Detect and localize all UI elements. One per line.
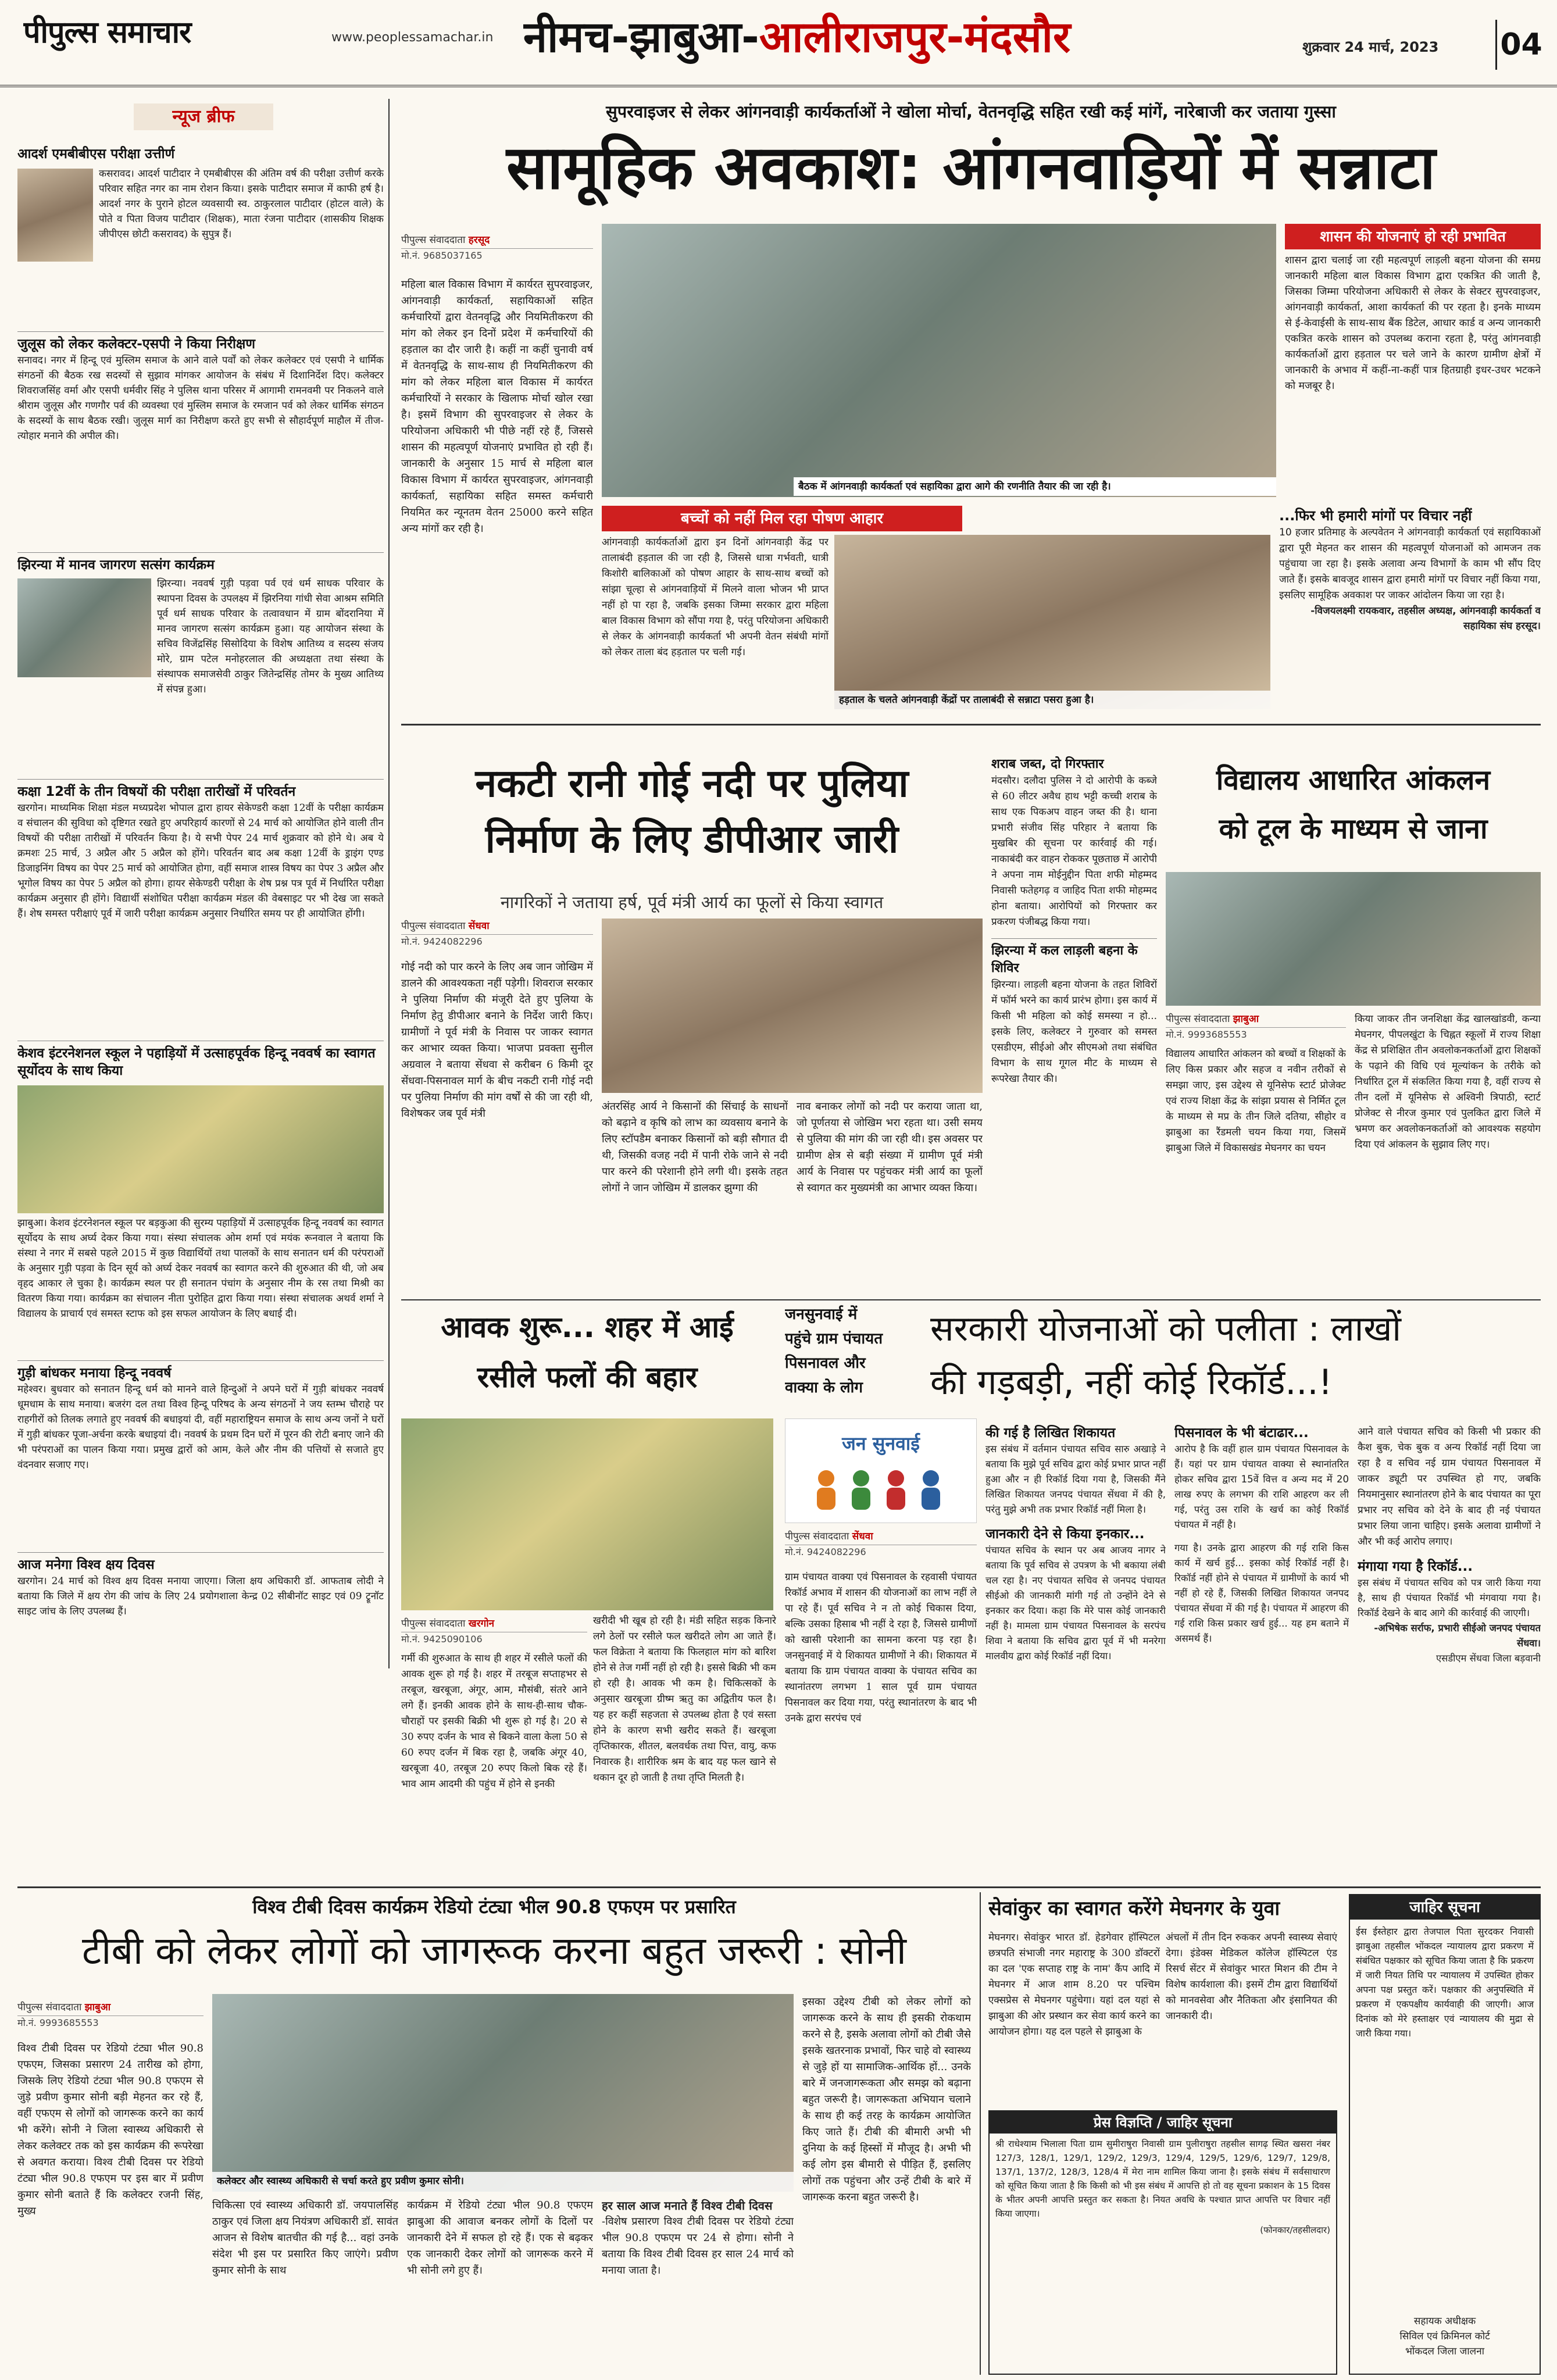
brief-title: झिरन्या में मानव जागरण सत्संग कार्यक्रम — [17, 558, 215, 573]
jansunwai-sub-col2 — [985, 1424, 1166, 1881]
public-notice-header: जाहिर सूचना — [1350, 1895, 1540, 1920]
tb-body-col5: इसका उद्देश्य टीबी को लेकर लोगों को जागरूक करने के साथ ही इसकी रोकथाम करने से है, इसके अलावा लोगों को टीबी जैसे इसके खतरनाक प्रभावों, फिर चाहे वो स्वास्थ्य से जुड़े हों या सामाजिक-आर्थिक हों... उनके बारे में जनजागरूकता और समझ को बढ़ाना बहुत जरूरी है। जागरूकता अभियान चलाने के साथ ही कई तरह के कार्यक्रम आयोजित किए जाते हैं। टीबी की बीमारी अभी भी दुनिया के कई हिस्सों में मौजूद है। अभी भी कई लोग इस बीमारी से पीड़ित हैं, इसलिए लोगों तक पहुंचना और उन्हें टीबी के बारे में जागरूक करना बहुत जरूरी है। — [802, 1996, 971, 2203]
fruit-headline — [401, 1302, 773, 1418]
brief-text: सनावद। नगर में हिन्दू एवं मुस्लिम समाज के आने वाले पर्वों को लेकर कलेक्टर एवं एसपी ने धार्मिक संगठनों की बैठक रख सदस्यों से सुझाव मांगकर आयोजन के संबंध में दिशानिर्देश दिए। कलेक्टर शिवराजसिंह वर्मा और एसपी धर्मवीर सिंह ने पुलिस थाना परिसर में आगामी रामनवमी पर निकलने वाले श्रीराम जुलूस और गणगौर पर्व की व्यवस्था एवं मुस्लिम समाज के रमजान पर्व को लेकर धार्मिक संगठन के सदस्यों के साथ बैठक रखी। जुलूस मार्ग का निरीक्षण करते हुए सभी से सौहार्दपूर्ण माहौल में तीज-त्योहार मनाने की अपील की। — [17, 355, 384, 442]
brief-text: झिरन्या। नववर्ष गुड़ी पड़वा पर्व एवं धर्म साधक परिवार के स्थापना दिवस के उपलक्ष्य में झिरनिया गांधी सेवा आश्रम समिति पूर्व धर्म साधक परिवार के तत्वावधान में ग्राम बोंदरानिया में मानव जागरण सत्संग कार्यक्रम हुआ। यह आयोजन संस्था के सचिव विजेंद्रसिंह सिसोदिया के विशेष आतिथ्य व सदस्य संजय मोरे, ग्राम पटेल मनोहरलाल की अध्यक्षता तथा संस्था के संस्थापक समाजसेवी ठाकुर जितेन्द्रसिंह तोमर के मुख्य आतिथ्य में संपन्न हुआ। — [157, 578, 384, 695]
signature-line: सहायक अधीक्षक — [1413, 2315, 1476, 2327]
bridge-photo — [602, 919, 983, 1093]
byline-mobile: मो.नं. 9685037165 — [401, 250, 483, 261]
byline-place: हरसूद — [468, 234, 490, 246]
public-notice-box — [1349, 1894, 1541, 2375]
fruit-photo — [401, 1418, 773, 1610]
legal-notice-header: प्रेस विज्ञप्ति / जाहिर सूचना — [990, 2111, 1336, 2134]
fruit-body-col2: खरीदी भी खूब हो रही है। मंडी सहित सड़क किनारे लगे ठेलों पर रसीले फल खरीदते लोग आ जाते हैं। फल विक्रेता ने बताया कि फिलहाल मांग को बारिश होने से तेज गर्मी नहीं हो रही है। इससे बिक्री भी कम हो रही है। आवक भी कम है। चिकित्सकों के अनुसार खरबूजा ग्रीष्म ऋतु का अद्वितीय फल है। यह हर कहीं सहजता से उपलब्ध होता है एवं सस्ता होने के कारण सभी खरीद सकते हैं। खरबूजा तृप्तिकारक, शीतल, बलवर्धक तथा पित्त, वायु, कफ निवारक है। शारीरिक श्रम के बाद यह फल खाने से थकान दूर हो जाती है तथा तृप्ति मिलती है। — [593, 1615, 776, 1784]
tb-body-col2: चिकित्सा एवं स्वास्थ्य अधिकारी डॉ. जयपालसिंह ठाकुर एवं जिला क्षय नियंत्रण अधिकारी डॉ. सावंत आजन से विशेष बातचीत की गई है... वहां उनके संदेश भी इस पर प्रसारित किए जाएंगे। प्रवीण कुमार सोनी के साथ — [212, 2199, 398, 2277]
nutrition-photo-caption: हड़ताल के चलते आंगनवाड़ी केंद्रों पर तालाबंदी से सन्नाटा पसरा हुआ है। — [834, 691, 1270, 709]
legal-notice-text: श्री राधेश्याम भिलाला पिता ग्राम सुमीराषुरा निवासी ग्राम पुलीराषुरा तहसील सागढ़ स्थित खसरा नंबर 127/3, 128/1, 129/1, 129/2, 129/3, 129/4, 129/5, 129/6, 129/7, 129/8, 137/1, 137/2, 128/3, 128/4 में मेरा नाम शामिल किया जाना है। इसके संबंध में सर्वसाधारण को सूचित किया जाता है कि किसी को भी इस संबंध में आपत्ति हो तो वह सूचना प्रकाशन के 15 दिवस के भीतर अपनी आपत्ति प्रस्तुत कर सकता है। नियत अवधि के पश्चात प्राप्त आपत्ति पर विचार नहीं किया जाएगा। — [995, 2139, 1330, 2219]
issue-date: शुक्रवार 24 मार्च, 2023 — [1302, 39, 1439, 55]
news-brief-label: न्यूज ब्रीफ — [134, 103, 273, 130]
quote-text: 10 हजार प्रतिमाह के अल्पवेतन ने आंगनवाड़ी कार्यकर्ता एवं सहायिकाओं द्वारा पूरी मेहनत कर शासन की महत्वपूर्ण योजनाओं को आमजन तक पहुंचाया जा रहा है। इसके अलावा अन्य विभागों के काम भी सौंप दिए जाते हैं। इसके बावजूद शासन द्वारा हमारी मांगों पर विचार नहीं किया गया, इसलिए सामूहिक अवकाश पर जाकर आंदोलन किया जा रहा है। — [1279, 527, 1541, 601]
school-byline — [1166, 1012, 1346, 1046]
fruit-byline — [401, 1616, 587, 1651]
bridge-subhead: नागरिकों ने जताया हर्ष, पूर्व मंत्री आर्य का फूलों से किया स्वागत — [500, 892, 884, 912]
tb-photo — [212, 1994, 794, 2192]
nutrition-box — [602, 506, 1270, 709]
jansunwai-headline-line2: की गड़बड़ी, नहीं कोई रिकॉर्ड...! — [930, 1362, 1333, 1403]
brief-text: खरगोन। माध्यमिक शिक्षा मंडल मध्यप्रदेश भोपाल द्वारा हायर सेकेण्डरी कक्षा 12वीं के परीक्षा कार्यक्रम व संचालन की सुविधा को दृष्टिगत रखते हुए अपरिहार्य कारणों से 24 मार्च को आयोजित होने वाली तीन विषयों की परीक्षा तारीखों में परिवर्तन किया है। ये सभी पेपर 24 मार्च शुक्रवार को होने थे। अब ये क्रमशः 25 मार्च, 3 अप्रैल और 5 अप्रैल को होंगे। परिवर्तन बाद अब कक्षा 12वीं के ड्राइंग एण्ड डिजाइनिंग विषय का पेपर 25 मार्च को आयोजित होगा, वहीं समाज शास्त्र विषय का पेपर 3 अप्रैल और भूगोल विषय का पेपर 5 अप्रैल को होगा। हायर सेकेण्डरी परीक्षा के शेष प्रश्न पत्र पूर्व में निर्धारित परीक्षा कार्यक्रम अनुसार ही होंगे। विद्यार्थी संशोधित परीक्षा कार्यक्रम मंडल की वेबसाइट पर भी देख जा सकते हैं। शेष समस्त परीक्षाएं पूर्व में जारी परीक्षा कार्यक्रम अनुसार निर्धारित समय पर ही आयोजित होंगी। — [17, 802, 384, 920]
brief-text: खरगोन। 24 मार्च को विश्व क्षय दिवस मनाया जाएगा। जिला क्षय अधिकारी डॉ. आफताब लोदी ने बताया कि जिले में क्षय रोग की जांच के लिए 24 प्रयोगशाला केन्द्र 02 सीबीनॉट साइट एवं 09 ट्रूनॉट साइट जांच के लिए उपलब्ध हैं। — [17, 1575, 384, 1617]
sevankur-body-col1: मेघनगर। सेवांकुर भारत डॉ. हेडगेवार हॉस्पिटल छत्रपति संभाजी नगर महाराष्ट्र के 300 डॉक्टरों का दल 'एक सप्ताह राष्ट्र के नाम' कैंप आदि में मेघनगर में आज शाम 8.20 पर पश्चिम एक्सप्रेस से मेघनगर पहुंचेगा। यहां दल यहां से झाबुआ की ओर प्रस्थान कर सेवा कार्य करने का आयोजन होगा। यह दल पहले से झाबुआ के — [988, 1932, 1160, 2038]
edition-title-part2: आलीराजपुर-मंदसौर — [759, 12, 1071, 62]
sub-text: इस संबंध में वर्तमान पंचायत सचिव सारु अखाड़े ने बताया कि मुझे पूर्व सचिव द्वारा कोई प्रभार प्राप्त नहीं हुआ और न ही रिकॉर्ड दिया गया है, जिसकी मैंने लिखित शिकायत जनपद पंचायत सेंधवा में की है, परंतु मुझे अभी तक प्रभार रिकॉर्ड नहीं मिला है। — [985, 1443, 1166, 1515]
byline-name: पीपुल्स संवाददाता — [17, 2002, 82, 2013]
brief-title: आदर्श एमबीबीएस परीक्षा उत्तीर्ण — [17, 146, 175, 162]
public-notice-text: ईस ईस्तेहार द्वारा तेजपाल पिता सुरदकर निवासी झाबुआ तहसील भोंकदल न्यायालय द्वारा प्रकरण में संबंधित पक्षकार को सूचित किया जाता है कि प्रकरण में जारी नियत तिथि पर न्यायालय में उपस्थित होकर अपना पक्ष प्रस्तुत करें। पक्षकार की अनुपस्थिति में प्रकरण में एकपक्षीय कार्यवाही की जाएगी। आज दिनांक को मेरे हस्ताक्षर एवं न्यायालय की मुद्रा से जारी किया गया। — [1356, 1926, 1534, 2039]
bridge-body-col3: नाव बनाकर लोगों को नदी पर कराया जाता था, जो पूर्णतया से जोखिम भरा रहता था। उसी समय से पुलिया की मांग की जा रही थी। इस अवसर पर ग्रामीण क्षेत्र से बड़ी संख्या में ग्रामीण पूर्व मंत्री आर्य के निवास पर पहुंचकर मंत्री आर्य का फूलों से स्वागत कर मुख्यमंत्री का आभार व्यक्त किया। — [797, 1100, 983, 1194]
sub-head: जानकारी देने से किया इनकार... — [985, 1527, 1145, 1542]
sub-text: गया है। उनके द्वारा आहरण की गई राशि किस कार्य में खर्च हुई... इसका कोई रिकॉर्ड नहीं है। रिकॉर्ड नहीं होने से पंचायत में ग्रामीणों के कार्य भी नहीं हो रहे हैं, जिसकी लिखित शिकायत जनपद पंचायत सेंधवा में की गई है। पंचायत में आहरण की गई राशि किस प्रकार खर्च हुई... यह हम बताने में असमर्थ हैं। — [1174, 1542, 1349, 1644]
quote-attribution: -विजयलक्ष्मी रायकवार, तहसील अध्यक्ष, आंगनवाड़ी कार्यकर्ता व सहायिका संघ हरसूद। — [1310, 605, 1541, 632]
byline-mobile: मो.नं. 9993685553 — [17, 2017, 99, 2028]
tb-body-col4 — [602, 2197, 794, 2372]
sevankur-headline: सेवांकुर का स्वागत करेंगे मेघनगर के युवा — [988, 1897, 1280, 1920]
masthead — [0, 0, 1557, 87]
jansunwai-sub-col3 — [1174, 1424, 1349, 1881]
brief-4 — [17, 779, 384, 1035]
fruit-headline-line2: रसीले फलों की बहार — [477, 1360, 698, 1394]
jansunwai-sub-col4 — [1358, 1424, 1541, 1881]
section-divider — [17, 1886, 1541, 1888]
sevankur-body-col2: अंचलों में तीन दिन रुककर अपनी स्वास्थ्य सेवाएं देगा। इंडेक्स मेडिकल कॉलेज हॉस्पिटल एंड रिसर्च सेंटर में सेवांकुर भारत मिशन की टीम ने विशेष कार्यशाला की। इसमें टीम द्वारा विद्यार्थियों को मानवसेवा और नैतिकता और इंसानियत की जानकारी दी। — [1166, 1932, 1337, 2022]
school-headline-line2: को टूल के माध्यम से जाना — [1219, 813, 1488, 845]
jansunwai-kicker-line1: जनसुनवाई में — [785, 1306, 858, 1323]
byline-name: पीपुल्स संवाददाता — [1166, 1013, 1230, 1025]
byline-mobile: मो.नं. 9425090106 — [401, 1634, 483, 1645]
sub-text: आरोप है कि वहीं हाल ग्राम पंचायत पिसनावल के हैं। यहां पर ग्राम पंचायत वाक्या से स्थानांतरित होकर सचिव द्वारा 15वें वित्त व अन्य मद में 20 लाख रुपए के लगभग की राशि आहरण कर ली गई, परंतु उस राशि के खर्च का कोई रिकॉर्ड पंचायत में नहीं है। — [1174, 1443, 1349, 1530]
bridge-body-col1: गोई नदी को पार करने के लिए अब जान जोखिम में डालने की आवश्यकता नहीं पड़ेगी। शिवराज सरकार ने पुलिया निर्माण की मंजूरी देते हुए पुलिया के निर्माण हेतु डीपीआर बनाने के निर्देश जारी किए। ग्रामीणों ने पूर्व मंत्री के निवास पर जाकर स्वागत कर आभार व्यक्त किया। भाजपा प्रवक्ता सुनील अग्रवाल ने बताया सेंधवा से करीबन 6 किमी दूर सेंधवा-पिसनावल मार्ग के बीच नकटी रानी गोई नदी पर पुलिया निर्माण की मांग वर्षों से की जा रही थी, विशेषकर जब पूर्व मंत्री — [401, 961, 593, 1120]
brief-5 — [17, 1041, 384, 1355]
news-brief-column — [17, 99, 384, 1796]
column-divider — [388, 99, 390, 1668]
brief-text: कसरावद। आदर्श पाटीदार ने एमबीबीएस की अंतिम वर्ष की परीक्षा उत्तीर्ण करके परिवार सहित नगर का नाम रोशन किया। इसके पाटीदार समाज में काफी हर्ष है। आदर्श नगर के पुराने होटल व्यवसायी स्व. ठाकुरलाल पाटीदार (होटल वाले) के पोते व पिता विजय पाटीदार (शिक्षक), माता रंजना पाटीदार (शासकीय शिक्षक जीपीएस छोटी कसरावद) के सुपुत्र हैं। — [99, 168, 384, 240]
bridge-headline — [401, 756, 983, 889]
brief-photo — [17, 1085, 384, 1213]
jansunwai-byline — [785, 1529, 977, 1567]
quote-box — [1279, 506, 1541, 709]
brief-2 — [17, 331, 384, 546]
brief-title: केशव इंटरनेशनल स्कूल ने पहाड़ियों में उत्साहपूर्वक हिन्दू नववर्ष का स्वागत सूर्योदय के साथ किया — [17, 1046, 376, 1078]
school-headline — [1166, 756, 1541, 872]
brief-3 — [17, 552, 384, 773]
signature-line: भोंकदल जिला जालना — [1405, 2346, 1485, 2357]
legal-notice-footer: (फोनकार/तहसीलदार) — [1260, 2225, 1330, 2235]
liquor-text: मंदसौर। दलौदा पुलिस ने दो आरोपी के कब्जे से 60 लीटर अवैध हाथ भट्टी कच्ची शराब के साथ एक पिकअप वाहन जब्त की है। थाना प्रभारी संजीव सिंह परिहार ने बताया कि मुखबिर की सूचना पर कार्रवाई की गई। नाकाबंदी कर वाहन रोककर पूछताछ में आरोपी ने अपना नाम मोईनुद्दीन पिता शफी मोहम्मद निवासी फतेहगढ़ व जाहिद पिता शफी मोहम्मद होना बताया। आरोपियों को गिरफ्तार कर प्रकरण पंजीबद्ध किया गया। — [991, 775, 1157, 928]
quote-head: ...फिर भी हमारी मांगों पर विचार नहीं — [1279, 508, 1472, 524]
brief-portrait-photo — [17, 169, 93, 262]
jansunwai-headline-line1: सरकारी योजनाओं को पलीता : लाखों — [930, 1309, 1401, 1349]
tb-sub-text: -विशेष प्रसारण विश्व टीबी दिवस पर रेडियो टंट्या भील 90.8 एफएम पर 24 से होगा। सोनी ने बताया कि विश्व टीबी दिवस हर साल 24 मार्च को मनाया जाता है। — [602, 2215, 794, 2277]
byline-place: खरगोन — [468, 1618, 495, 1629]
liquor-brief — [991, 756, 1157, 1291]
tb-byline — [17, 2000, 203, 2038]
page-number: 04 — [1495, 20, 1545, 70]
section-divider — [401, 1299, 1541, 1300]
jansunwai-kicker-line2: पहुंचे ग्राम पंचायत — [785, 1330, 883, 1348]
brief-photo — [17, 578, 151, 677]
lead-kicker: सुपरवाइजर से लेकर आंगनवाड़ी कार्यकर्ताओं ने खोला मोर्चा, वेतनवृद्धि सहित रखी कई मांगें, नारेबाजी कर जताया गुस्सा — [606, 102, 1336, 121]
jansunwai-kicker-line3: पिसनावल और — [785, 1355, 866, 1372]
sub-head: की गई है लिखित शिकायत — [985, 1425, 1116, 1441]
tb-body-col1: विश्व टीबी दिवस पर रेडियो टंट्या भील 90.8 एफएम, जिसका प्रसारण 24 तारीख को होगा, जिसके लिए रेडियो टंट्या भील 90.8 एफएम से जुड़े प्रवीण कुमार सोनी बड़ी मेहनत कर रहे हैं, वहीं एफएम से लोगों को जागरूक करने का कार्य भी करेंगे। सोनी ने जिला स्वास्थ्य अधिकारी से लेकर कलेक्टर तक को इस कार्यक्रम की रूपरेखा से अवगत कराया। विश्व टीबी दिवस पर रेडियो टंट्या भील 90.8 एफएम पर इस बार में प्रवीण कुमार सोनी बताते हैं कि कलेक्टर रजनी सिंह, मुख्य — [17, 2042, 203, 2217]
lead-side-head: शासन की योजनाएं हो रही प्रभावित — [1285, 224, 1541, 249]
nutrition-text: आंगनवाड़ी कार्यकर्ताओं द्वारा इन दिनों आंगनवाड़ी केंद्र पर तालाबंदी हड़ताल की जा रही है, जिससे धात्रा गर्भवती, धात्री किशोरी बालिकाओं को पोषण आहार के साथ-साथ बच्चों को सांझा चूल्हा से आंगनवाड़ियों में मिलने वाला भोजन भी प्राप्त नहीं हो पा रहा है, जबकि इसका जिम्मा सरकार द्वारा महिला बाल विकास विभाग को सौंपा गया है, परंतु परियोजना अधिकारी से लेकर के आंगनवाड़ी कार्यकर्ता भी अपनी वेतन संबंधी मांगों को लेकर ताला बंद हड़ताल पर चली गई। — [602, 537, 829, 658]
brief-title: जुलूस को लेकर कलेक्टर-एसपी ने किया निरीक्षण — [17, 337, 256, 352]
logo — [23, 10, 326, 51]
bridge-byline — [401, 919, 593, 957]
legal-notice-box — [988, 2110, 1337, 2375]
byline-name: पीपुल्स संवाददाता — [401, 234, 466, 246]
ladli-text: झिरन्या। लाड़ली बहना योजना के तहत शिविरों में फॉर्म भरने का कार्य प्रारंभ होगा। इस कार्य में किसी भी महिला को कोई समस्या न हो... इसके लिए, कलेक्टर ने गुरुवार को समस्त एसडीएम, सीईओ और सीएमओ तथा संबंधित विभाग के साथ गूगल मीट के माध्यम से रूपरेखा तैयार की। — [991, 979, 1157, 1085]
section-divider — [401, 724, 1541, 726]
nutrition-photo — [834, 535, 1270, 709]
jansunwai-logo — [785, 1418, 977, 1523]
lead-byline — [401, 233, 593, 273]
sub-text: पंचायत सचिव के स्थान पर अब आजय नागर ने बताया कि पूर्व सचिव से उपत्रण के भी बकाया लंबी चल रहा है। नए पंचायत सचिव से जनपद पंचायत सीईओ की जानकारी मांगी गई तो उन्होंने देने से इनकार कर दिया। कहा कि मेरे पास कोई जानकारी नहीं है। मामला ग्राम पंचायत पिसनावल के सरपंच शिवा ने बताया कि सचिव द्वारा पूर्व में भी मनरेगा मालवीय द्वारा कोई रिकॉर्ड नहीं दिया। — [985, 1545, 1166, 1661]
lead-photo — [602, 224, 1276, 497]
people-icon — [809, 1466, 954, 1512]
byline-place: सेंधवा — [468, 920, 490, 932]
brief-title: गुड़ी बांधकर मनाया हिन्दू नववर्ष — [17, 1366, 172, 1381]
jansunwai-body-col1: ग्राम पंचायत वाक्या एवं पिसनावल के रहवासी पंचायत रिकॉर्ड अभाव में शासन की योजनाओं का लाभ नहीं ले पा रहे हैं। पूर्व सचिव ने न तो कोई चिकास दिया, बल्कि उसका हिसाब भी नहीं दे रहा है, जिससे ग्रामीणों को खासी परेशानी का सामना करना पड़ रहा है। जनसुनवाई में ये शिकायत ग्रामीणों ने की। शिकायत में बताया कि ग्राम पंचायत वाक्या के पंचायत सचिव का स्थानांतरण लगभग 1 साल पूर्व ग्राम पंचायत पिसनावल कर दिया गया, परंतु स्थानांतरण के बाद भी उनके द्वारा सरपंच एवं — [785, 1571, 977, 1724]
brief-1 — [17, 145, 384, 320]
school-headline-line1: विद्यालय आधारित आंकलन — [1216, 764, 1491, 796]
website[interactable]: www.peoplessamachar.in — [331, 30, 494, 45]
public-notice-signature — [1350, 2314, 1540, 2372]
edition-title-part1: नीमच-झाबुआ- — [523, 12, 759, 62]
edition-title — [523, 6, 1256, 64]
lead-photo-caption: बैठक में आंगनवाड़ी कार्यकर्ता एवं सहायिका द्वारा आगे की रणनीति तैयार की जा रही है। — [794, 477, 1276, 496]
byline-name: पीपुल्स संवाददाता — [785, 1531, 849, 1542]
brief-text: झाबुआ। केशव इंटरनेशनल स्कूल पर बड़कुआ की सुरम्य पहाड़ियों में उत्साहपूर्वक हिन्दू नववर्ष का स्वागत सूर्योदय के साथ अर्घ्य देकर किया गया। संस्था संचालक ओम शर्मा एवं मयंक रूनवाल ने बताया कि संस्था ने नगर में सबसे पहले 2015 में कुछ विद्यार्थियों तथा पालकों के साथ सनातन धर्म की परंपराओं के अनुसार गुड़ी पड़वा के दिन सूर्य को अर्घ्य देकर नववर्ष का स्वागत करने की शुरुआत की थी, जो अब वृहद आकार ले चुका है। कार्यक्रम स्थल पर ही सनातन पंचांग के अनुसार नीम के रस तथा मिश्री का वितरण किया गया। कार्यक्रम का संचालन नीता पुरोहित द्वारा किया गया। संस्था संचालक अथर्व शर्मा ने विद्यालय के प्राचार्य एवं समस्त स्टाफ को इस सफल आयोजन के लिए बधाई दी। — [17, 1217, 384, 1320]
signature-line: सिविल एवं क्रिमिनल कोर्ट — [1399, 2331, 1490, 2342]
tb-headline: टीबी को लेकर लोगों को जागरूक करना बहुत जरूरी : सोनी — [82, 1928, 906, 1973]
byline-name: पीपुल्स संवाददाता — [401, 1618, 466, 1629]
lead-body: महिला बाल विकास विभाग में कार्यरत सुपरवाइजर, आंगनवाड़ी कार्यकर्ता, सहायिकाओं सहित कर्मचारियों द्वारा वेतनवृद्धि और नियमितीकरण की मांग को लेकर इन दिनों प्रदेश में कर्मचारियों की हड़ताल का दौर जारी है। कहीं ना कहीं चुनावी वर्ष में वेतनवृद्धि के साथ-साथ ही नियमितीकरण की मांग को लेकर महिला बाल विकास में कार्यरत कर्मचारियों ने सरकार के खिलाफ मोर्चा खोल रखा है। इसमें विभाग की सुपरवाइजर से लेकर के परियोजना अधिकारी भी पीछे नहीं रहे हैं, जिससे शासन की महत्वपूर्ण योजनाएं प्रभावित हो रही हैं। जानकारी के अनुसार 15 मार्च से महिला बाल विकास विभाग में कार्यरत सुपरवाइजर, आंगनवाड़ी कार्यकर्ता, सहायिका सहित समस्त कर्मचारी नियमित कर न्यूनतम वेतन 25000 करने सहित अन्य मांगों कर रही है। — [401, 278, 593, 535]
column-divider — [980, 1892, 981, 2375]
jansunwai-kicker — [785, 1302, 924, 1413]
byline-mobile: मो.नं. 9993685553 — [1166, 1029, 1247, 1040]
bridge-body-col2: अंतरसिंह आर्य ने किसानों की सिंचाई के साधनों को बढ़ाने व कृषि को लाभ का व्यवसाय बनाने के लिए स्टॉपडैम बनाकर किसानों को बड़ी सौगात दी थी, जिसकी वजह नदी में पानी रोके जाने से नदी पार करने की परेशानी होने लगी थी। इसके तहत लोगों ने जान जोखिम में डालकर झुग्गा की — [602, 1100, 788, 1194]
brief-6 — [17, 1360, 384, 1546]
sub-text: इस संबंध में पंचायत सचिव को पत्र जारी किया गया है, साथ ही पंचायत रिकॉर्ड भी मंगवाया गया है। रिकॉर्ड देखने के बाद आगे की कार्रवाई की जाएगी। — [1358, 1577, 1541, 1618]
jansunwai-body-right: आने वाले पंचायत सचिव को किसी भी प्रकार की कैश बुक, चेक बुक व अन्य रिकॉर्ड नहीं दिया जा रहा है व सचिव नई ग्राम पंचायत पिसनावल में जाकर ड्यूटी पर उपस्थित हो गए, जबकि नियमानुसार स्थानांतरण होने के बाद पंचायत का पूरा प्रभार नए सचिव को देने के बाद ही नई पंचायत प्रभार लिया जाना चाहिए। इसके अलावा ग्रामीणों ने और भी कई आरोप लगाए। — [1358, 1426, 1541, 1548]
jansunwai-kicker-line4: वाक्या के लोग — [785, 1379, 863, 1396]
sub-head: मंगाया गया है रिकॉर्ड... — [1358, 1559, 1473, 1574]
school-photo — [1166, 872, 1541, 1006]
sub-attribution-2: एसडीएम सेंधवा जिला बड़वानी — [1436, 1653, 1541, 1664]
jansunwai-headline — [930, 1302, 1541, 1418]
logo-text: पीपुल्स समाचार — [23, 15, 191, 50]
byline-mobile: मो.नं. 9424082296 — [401, 936, 483, 947]
byline-name: पीपुल्स संवाददाता — [401, 920, 466, 932]
brief-7 — [17, 1552, 384, 1668]
school-body-col1: विद्यालय आधारित आंकलन को बच्चों व शिक्षकों के लिए किस प्रकार और सहज व नवीन तरीकों से समझा जाए, इस उद्देश्य से यूनिसेफ स्टार्ट प्रोजेक्ट एवं राज्य शिक्षा केंद्र के सांझा प्रयास से निर्मित टूल के माध्यम से मप्र के तीन जिले दतिया, सीहोर व झाबुआ का रैंडमली चयन किया गया, जिसमें झाबुआ जिले में विकासखंड मेघनगर का चयन — [1166, 1048, 1346, 1154]
byline-place: सेंधवा — [852, 1531, 873, 1542]
brief-title: आज मनेगा विश्व क्षय दिवस — [17, 1557, 155, 1573]
bridge-headline-line1: नकटी रानी गोई नदी पर पुलिया — [475, 761, 909, 806]
fruit-body-col1: गर्मी की शुरुआत के साथ ही शहर में रसीले फलों की आवक शुरू हो गई है। शहर में तरबूज सप्ताहभर से तरबूज, खरबूजा, अंगूर, आम, मौसंबी, संतरे आने लगे हैं। इनकी आवक होने के साथ-ही-साथ चौक-चौराहों पर इसकी बिक्री भी शुरू हो गई है। 20 से 30 रुपए दर्जन के भाव से बिकने वाला केला 50 से 60 रुपए दर्जन में बिक रहा है, जबकि अंगूर 40, खरबूजा 40, तरबूज 20 रुपए किलो बिक रहे हैं। भाव आम आदमी की पहुंच में होने से इनकी — [401, 1653, 587, 1790]
tb-body-col3: कार्यक्रम में रेडियो टंट्या भील 90.8 एफएम झाबुआ की आवाज बनकर लोगों के दिलों पर जानकारी देने में सफल हो रहे हैं। एक से बढ़कर एक जानकारी देकर लोगों को जागरूक करने में भी सोनी लगे हुए हैं। — [407, 2199, 593, 2277]
lead-side-box — [1285, 224, 1541, 497]
byline-place: झाबुआ — [1233, 1013, 1259, 1025]
tb-photo-caption: कलेक्टर और स्वास्थ्य अधिकारी से चर्चा करते हुए प्रवीण कुमार सोनी। — [212, 2172, 794, 2192]
lead-headline: सामूहिक अवकाश: आंगनवाड़ियों में सन्नाटा — [506, 132, 1435, 203]
lead-side-text: शासन द्वारा चलाई जा रही महत्वपूर्ण लाड़ली बहना योजना की समग्र जानकारी महिला बाल विकास विभाग द्वारा एकत्रित की जाती है, जिसका जिम्मा परियोजना अधिकारी से लेकर के सेक्टर सुपरवाइजर, आंगनवाड़ी कार्यकर्ता, आशा कार्यकर्ता की पर रहता है। इनके माध्यम से ई-केवाईसी के साथ-साथ बैंक डिटेल, आधार कार्ड व अन्य जानकारी एकत्रित करके शासन को उपलब्ध कराना रहता है, परंतु आंगनवाड़ी कार्यकर्ताओं द्वारा हड़ताल पर चले जाने के कारण ग्रामीण क्षेत्रों में जानकारी के अभाव में कहीं-ना-कहीं पात्र हितग्राही इधर-उधर भटकने को मजबूर है। — [1285, 255, 1541, 392]
byline-place: झाबुआ — [84, 2002, 111, 2013]
tb-kicker: विश्व टीबी दिवस कार्यक्रम रेडियो टंट्या भील 90.8 एफएम पर प्रसारित — [252, 1896, 736, 1918]
school-body-col2: किया जाकर तीन जनशिक्षा केंद्र खालखांडवी, कन्या मेघनगर, पीपलखुंटा के चिह्नत स्कूलों में राज्य शिक्षा केंद्र से प्रशिक्षित तीन अवलोकनकर्ताओं द्वारा शिक्षकों के पढ़ाने की विधि एवं मूल्यांकन के तरीके को निर्धारित टूल में संकलित किया गया है, वहीं राज्य से तीन दलों में यूनिसेफ से अश्विनी त्रिपाठी, स्टार्ट प्रोजेक्ट से नीरज कुमार एवं पुलकित द्वारा जिले में भ्रमण कर अवलोकनकर्ताओं को आवश्यक सहयोग दिया एवं आंकलन के सुझाव लिए गए। — [1355, 1013, 1541, 1150]
bridge-headline-line2: निर्माण के लिए डीपीआर जारी — [485, 817, 899, 862]
byline-mobile: मो.नं. 9424082296 — [785, 1546, 866, 1557]
fruit-headline-line1: आवक शुरू... शहर में आई — [441, 1310, 734, 1344]
liquor-title: शराब जब्त, दो गिरफ्तार — [991, 757, 1104, 771]
sub-head: पिसनावल के भी बंटाढार... — [1174, 1425, 1309, 1441]
nutrition-head: बच्चों को नहीं मिल रहा पोषण आहार — [602, 506, 962, 531]
jansunwai-logo-text: जन सुनवाई — [842, 1432, 920, 1455]
tb-sub-head: हर साल आज मनाते हैं विश्व टीबी दिवस — [602, 2199, 773, 2213]
brief-text: महेश्वर। बुधवार को सनातन हिन्दू धर्म को मानने वाले हिन्दुओं ने अपने घरों में गुड़ी बांधकर नववर्ष धूमधाम के साथ मनाया। बजरंग दल तथा विश्व हिन्दू परिषद के अन्य संगठनों ने जय स्तम्भ चौराहे पर राहगीरों को तिलक लगाते हुए नववर्ष की बधाइयां दी, वहीं महाराष्ट्रियन समाज के साथ अन्य जनों ने घरों में गुड़ी बांधकर पूजा-अर्चना करके बधाइयां दी। नववर्ष के प्रथम दिन घरों में पूरन की रोटी बनाए जाने की भी परंपराओं का पालन किया गया। प्रमुख द्वारों को आम, केले और नीम की पत्तियों से सजाते हुए वंदनवार सजाए गए। — [17, 1384, 384, 1471]
brief-title: कक्षा 12वीं के तीन विषयों की परीक्षा तारीखों में परिवर्तन — [17, 784, 296, 799]
sub-attribution: -अभिषेक सर्राफ, प्रभारी सीईओ जनपद पंचायत सेंधवा। — [1374, 1623, 1541, 1649]
ladli-title: झिरन्या में कल लाड़ली बहना के शिविर — [991, 938, 1157, 977]
